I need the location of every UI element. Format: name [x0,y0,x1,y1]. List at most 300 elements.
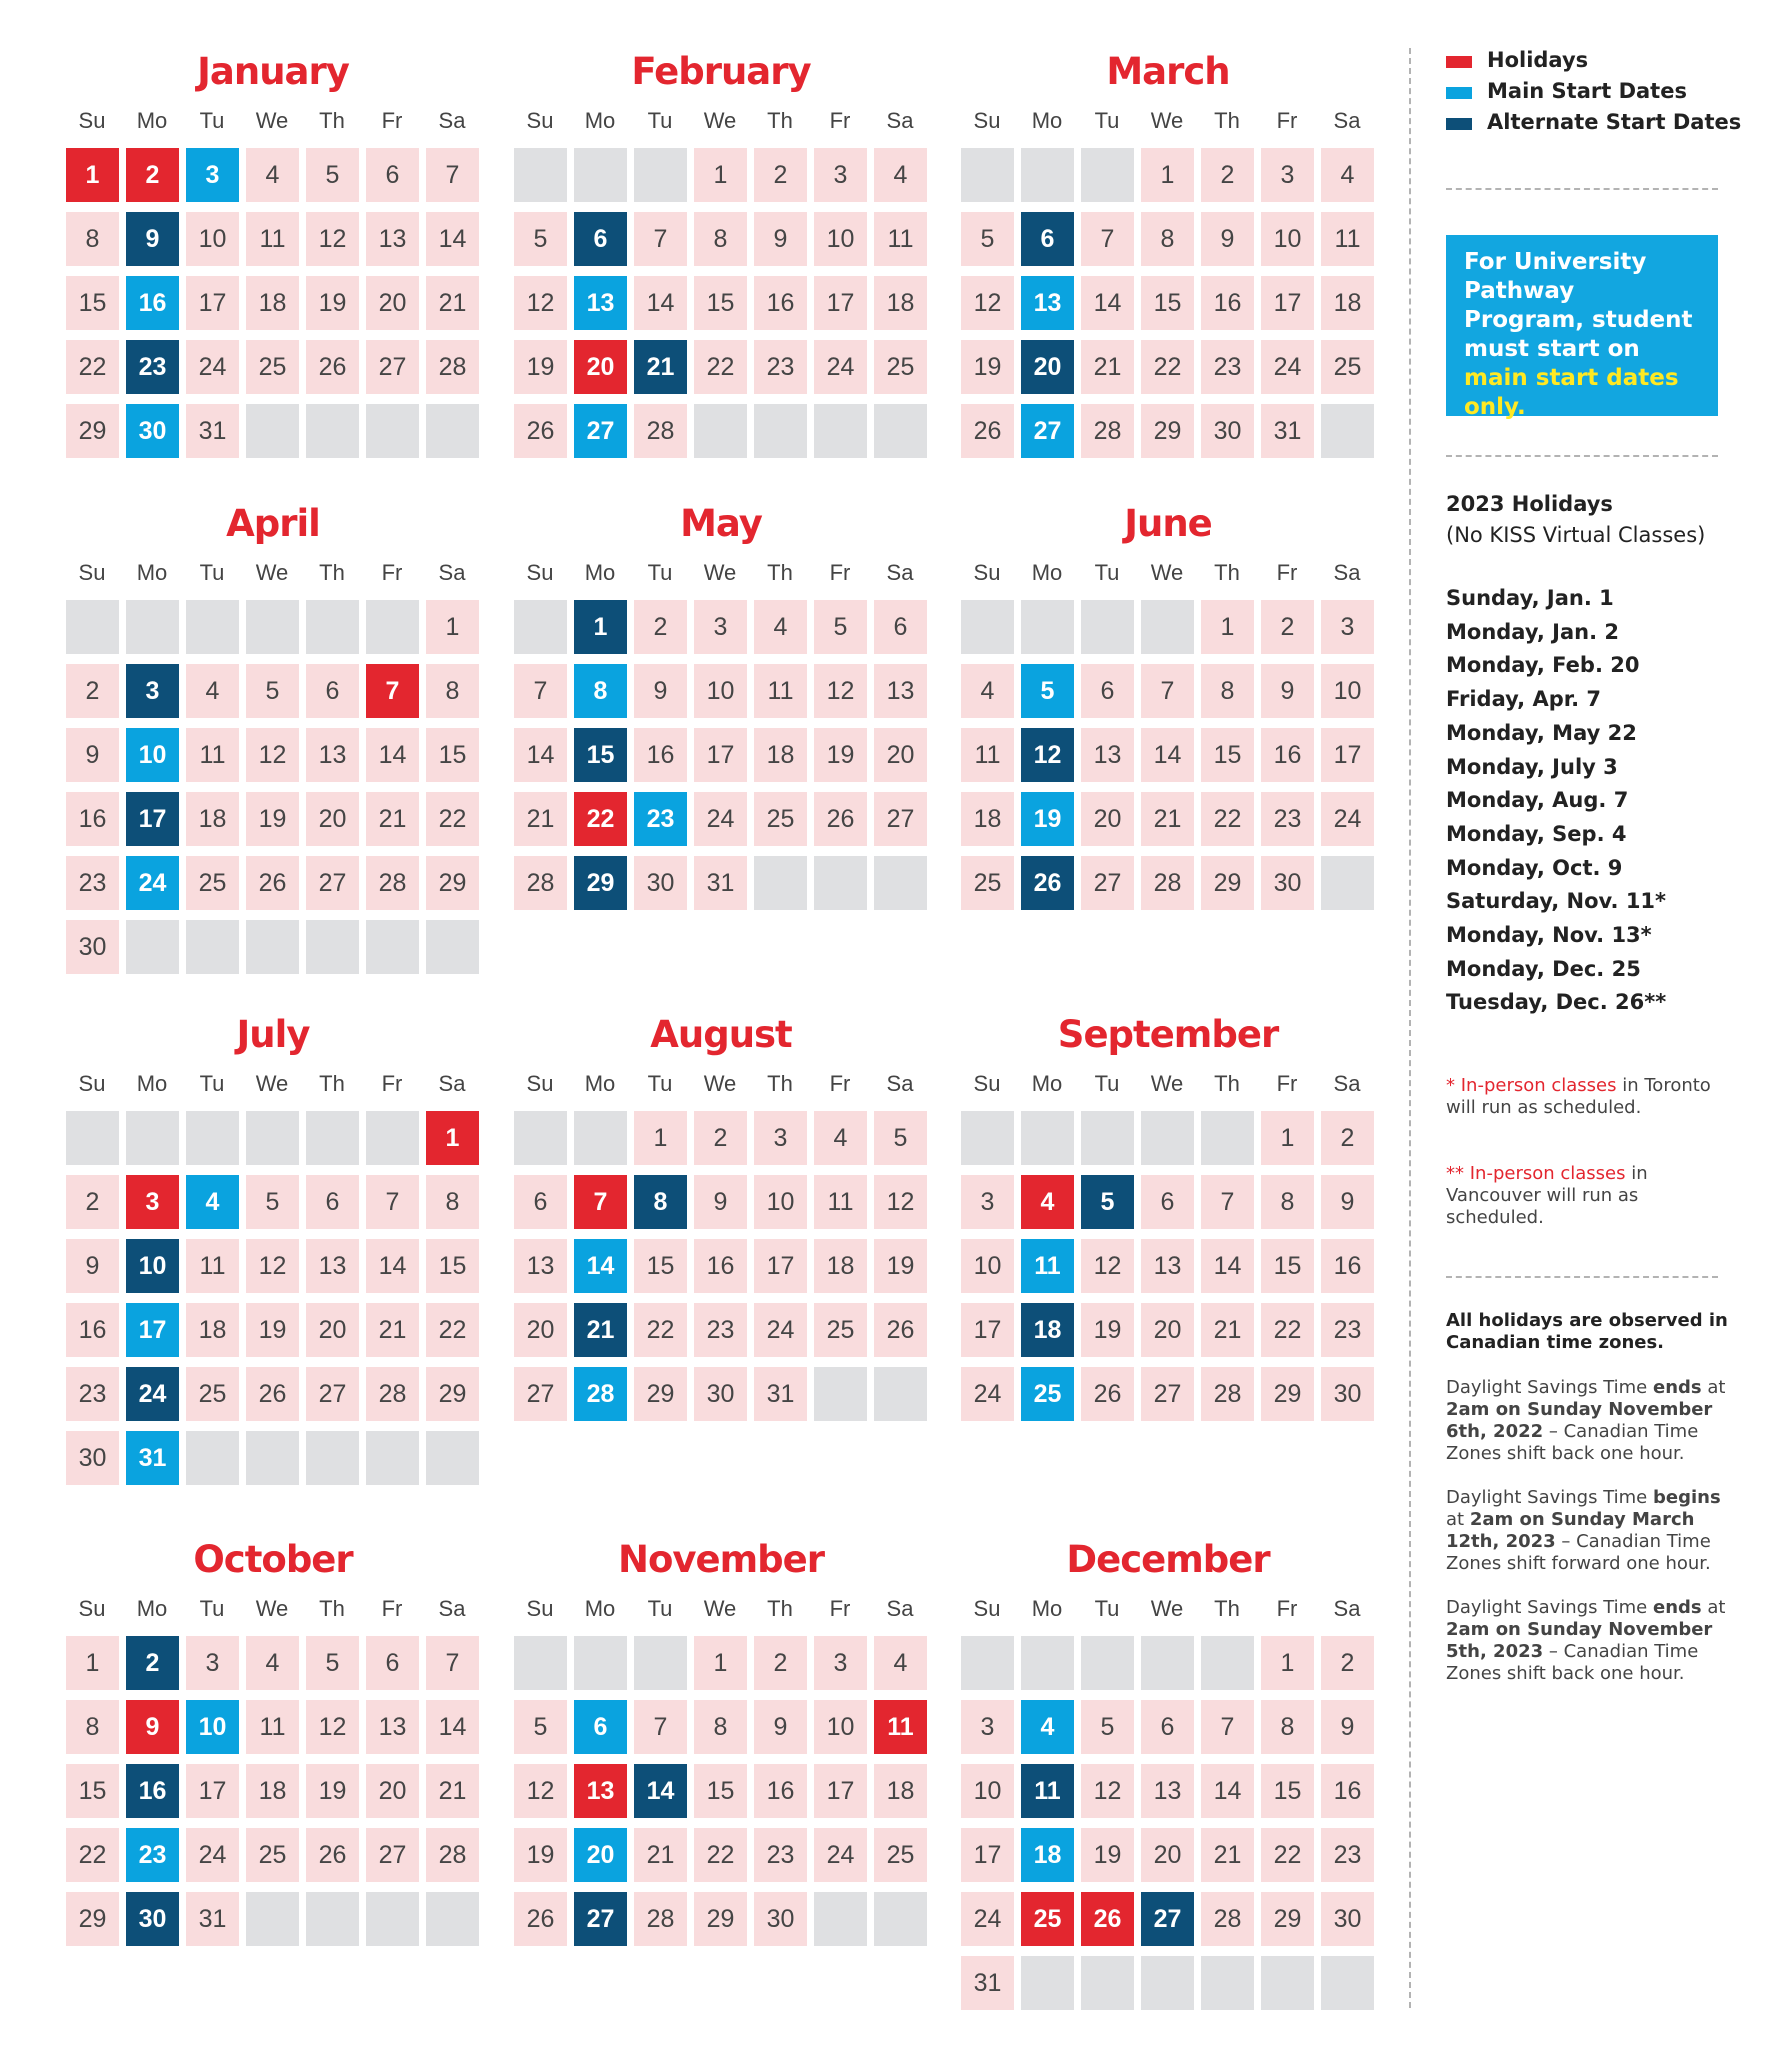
day-cell: 16 [66,792,119,846]
holiday-item: Sunday, Jan. 1 [1446,586,1614,610]
day-cell: 29 [66,1892,119,1946]
day-cell: 18 [246,276,299,330]
empty-cell [366,920,419,974]
day-cell: 3 [694,600,747,654]
day-cell: 24 [1261,340,1314,394]
dst-date: 2am on Sunday March 12th, 2023 [1446,1509,1695,1552]
day-cell-main-start: 28 [574,1367,627,1421]
day-cell: 25 [246,340,299,394]
day-cell: 12 [874,1175,927,1229]
day-cell-main-start: 4 [1021,1700,1074,1754]
day-cell: 11 [246,212,299,266]
weekday-label: Sa [1333,1596,1361,1621]
holidays-subtitle: (No KISS Virtual Classes) [1446,523,1706,547]
weekday-label: Su [973,1596,1001,1621]
day-cell: 7 [1081,212,1134,266]
empty-cell [574,1636,627,1690]
day-cell-alternate-start: 29 [574,856,627,910]
holiday-item: Monday, Oct. 9 [1446,855,1623,880]
day-cell: 27 [874,792,927,846]
weekday-label: Mo [1031,1071,1063,1096]
dst-note-1 [1446,1377,1736,1465]
weekday-label: Fr [1276,1071,1298,1096]
day-cell: 31 [186,404,239,458]
day-cell: 16 [1321,1239,1374,1293]
day-cell: 30 [1321,1367,1374,1421]
day-cell-alternate-start: 5 [1081,1175,1134,1229]
day-cell: 7 [1201,1175,1254,1229]
day-cell-main-start: 19 [1021,792,1074,846]
month-title: October [193,1538,353,1581]
day-cell: 16 [754,276,807,330]
day-cell: 2 [1321,1111,1374,1165]
day-cell: 10 [186,212,239,266]
day-cell: 27 [1081,856,1134,910]
empty-cell [246,920,299,974]
weekday-label: Th [1214,1071,1240,1096]
day-cell: 8 [1201,664,1254,718]
day-cell: 28 [366,856,419,910]
weekday-label: Tu [1094,560,1120,585]
weekday-label: Fr [381,1596,403,1621]
weekday-label: Tu [1094,108,1120,133]
empty-cell [514,1111,567,1165]
dst-note-3 [1446,1597,1736,1685]
month-title: April [226,502,320,545]
day-cell: 19 [246,792,299,846]
day-cell: 28 [426,340,479,394]
day-cell: 11 [814,1175,867,1229]
day-cell: 4 [874,148,927,202]
weekday-label: Mo [1031,108,1063,133]
day-cell: 12 [246,1239,299,1293]
day-cell: 21 [366,1303,419,1357]
footnote-red: In-person classes [1469,1163,1626,1184]
day-cell-main-start: 27 [1021,404,1074,458]
empty-cell [366,1111,419,1165]
day-cell: 30 [754,1892,807,1946]
footnote-red: In-person classes [1460,1075,1617,1096]
day-cell-alternate-start: 6 [574,212,627,266]
day-cell-main-start: 5 [1021,664,1074,718]
empty-cell [1021,600,1074,654]
weekday-label: Fr [381,108,403,133]
day-cell: 25 [754,792,807,846]
day-cell: 26 [1081,1367,1134,1421]
day-cell: 13 [514,1239,567,1293]
weekday-label: Fr [1276,1596,1298,1621]
day-cell: 14 [514,728,567,782]
day-cell: 23 [1321,1828,1374,1882]
day-cell: 29 [426,1367,479,1421]
day-cell: 25 [961,856,1014,910]
weekday-label: We [703,1596,737,1621]
day-cell: 26 [246,856,299,910]
day-cell: 11 [961,728,1014,782]
day-cell: 2 [754,148,807,202]
day-cell: 22 [66,1828,119,1882]
weekday-label: Tu [199,108,225,133]
day-cell: 3 [814,148,867,202]
dst-text: at [1701,1597,1726,1618]
day-cell: 10 [961,1764,1014,1818]
day-cell: 6 [514,1175,567,1229]
dst-note-2 [1446,1487,1736,1575]
empty-cell [1201,1636,1254,1690]
holiday-item: Monday, Jan. 2 [1446,619,1620,644]
empty-cell [306,404,359,458]
day-cell-main-start: 10 [186,1700,239,1754]
weekday-label: Su [526,108,554,133]
day-cell: 4 [1321,148,1374,202]
day-cell: 7 [426,1636,479,1690]
weekday-label: Th [1214,108,1240,133]
empty-cell [1081,1636,1134,1690]
weekday-label: We [255,560,289,585]
day-cell: 19 [874,1239,927,1293]
day-cell: 23 [66,856,119,910]
dst-keyword: ends [1652,1377,1702,1398]
weekday-label: Fr [829,108,851,133]
day-cell: 15 [694,276,747,330]
day-cell-main-start: 13 [1021,276,1074,330]
day-cell: 8 [1261,1700,1314,1754]
day-cell: 16 [1261,728,1314,782]
empty-cell [874,1367,927,1421]
day-cell: 29 [1261,1892,1314,1946]
day-cell: 16 [66,1303,119,1357]
empty-cell [754,404,807,458]
day-cell: 9 [754,212,807,266]
day-cell: 10 [814,1700,867,1754]
empty-cell [1321,404,1374,458]
day-cell: 8 [1261,1175,1314,1229]
weekday-label: Tu [1094,1596,1120,1621]
day-cell: 11 [186,728,239,782]
weekday-label: Th [767,1071,793,1096]
day-cell: 11 [874,212,927,266]
weekday-label: Th [767,1596,793,1621]
day-cell: 13 [366,212,419,266]
day-cell-alternate-start: 26 [1021,856,1074,910]
day-cell: 21 [634,1828,687,1882]
day-cell: 8 [426,1175,479,1229]
empty-cell [1021,1956,1074,2010]
day-cell: 11 [754,664,807,718]
day-cell: 1 [694,1636,747,1690]
day-cell: 22 [694,340,747,394]
empty-cell [574,148,627,202]
day-cell: 22 [694,1828,747,1882]
month-title: December [1066,1538,1270,1581]
day-cell-main-start: 24 [126,856,179,910]
weekday-label: Mo [584,1596,616,1621]
empty-cell [126,1111,179,1165]
day-cell: 19 [306,276,359,330]
day-cell: 2 [1321,1636,1374,1690]
day-cell: 17 [754,1239,807,1293]
day-cell: 9 [754,1700,807,1754]
holiday-swatch [1446,56,1472,68]
day-cell: 18 [961,792,1014,846]
day-cell: 23 [754,1828,807,1882]
alternate-start-swatch [1446,118,1472,130]
day-cell: 11 [1321,212,1374,266]
empty-cell [1141,1636,1194,1690]
day-cell: 1 [66,1636,119,1690]
empty-cell [246,600,299,654]
day-cell: 22 [66,340,119,394]
day-cell: 1 [1261,1111,1314,1165]
day-cell: 25 [1321,340,1374,394]
day-cell: 3 [961,1700,1014,1754]
day-cell: 17 [961,1828,1014,1882]
empty-cell [1021,1111,1074,1165]
day-cell-alternate-start: 10 [126,1239,179,1293]
day-cell: 7 [634,1700,687,1754]
day-cell-main-start: 10 [126,728,179,782]
day-cell: 1 [694,148,747,202]
weekday-label: Sa [1333,1071,1361,1096]
day-cell: 30 [66,920,119,974]
day-cell: 27 [306,856,359,910]
day-cell: 18 [874,1764,927,1818]
day-cell-alternate-start: 23 [126,340,179,394]
day-cell-main-start: 8 [574,664,627,718]
day-cell: 23 [66,1367,119,1421]
day-cell: 24 [961,1367,1014,1421]
footnote-mark: * [1446,1075,1461,1096]
day-cell: 23 [754,340,807,394]
day-cell: 31 [961,1956,1014,2010]
day-cell: 18 [874,276,927,330]
day-cell-alternate-start: 21 [634,340,687,394]
weekday-label: Sa [438,108,466,133]
day-cell: 29 [66,404,119,458]
day-cell: 20 [306,1303,359,1357]
weekday-label: Tu [647,560,673,585]
day-cell-main-start: 4 [186,1175,239,1229]
empty-cell [426,1431,479,1485]
empty-cell [186,1111,239,1165]
day-cell: 14 [366,1239,419,1293]
day-cell: 31 [186,1892,239,1946]
day-cell: 30 [634,856,687,910]
day-cell: 12 [961,276,1014,330]
day-cell: 24 [814,1828,867,1882]
day-cell: 17 [186,1764,239,1818]
pathway-note-highlight: main start dates only. [1464,365,1679,420]
dst-keyword: ends [1652,1597,1702,1618]
day-cell: 12 [814,664,867,718]
empty-cell [1201,1111,1254,1165]
day-cell: 14 [1081,276,1134,330]
day-cell: 28 [634,1892,687,1946]
day-cell: 5 [874,1111,927,1165]
day-cell-main-start: 20 [574,1828,627,1882]
weekday-label: Mo [136,1071,168,1096]
dst-text: – Canadian Time Zones shift forward one hour. [1446,1531,1711,1574]
empty-cell [814,404,867,458]
weekday-label: Fr [829,560,851,585]
day-cell: 20 [874,728,927,782]
empty-cell [426,404,479,458]
legend-alternate-label: Alternate Start Dates [1487,110,1742,134]
day-cell-main-start: 18 [1021,1828,1074,1882]
weekday-label: Fr [829,1596,851,1621]
day-cell-alternate-start: 16 [126,1764,179,1818]
day-cell: 16 [694,1239,747,1293]
day-cell: 1 [1201,600,1254,654]
day-cell: 10 [1261,212,1314,266]
day-cell: 12 [306,1700,359,1754]
day-cell: 15 [1261,1239,1314,1293]
day-cell: 8 [694,212,747,266]
day-cell: 28 [1201,1892,1254,1946]
weekday-label: Sa [886,560,914,585]
day-cell: 15 [1261,1764,1314,1818]
weekday-label: Sa [438,1071,466,1096]
day-cell: 28 [634,404,687,458]
day-cell-alternate-start: 30 [126,1892,179,1946]
weekday-label: Sa [886,108,914,133]
empty-cell [874,856,927,910]
day-cell: 19 [961,340,1014,394]
weekday-label: Su [973,560,1001,585]
day-cell: 24 [754,1303,807,1357]
weekday-label: We [1150,1071,1184,1096]
day-cell: 8 [66,1700,119,1754]
empty-cell [1081,148,1134,202]
day-cell: 14 [1201,1239,1254,1293]
day-cell: 30 [1201,404,1254,458]
day-cell: 26 [814,792,867,846]
day-cell: 2 [66,664,119,718]
day-cell: 7 [426,148,479,202]
day-cell: 13 [874,664,927,718]
holiday-item: Friday, Apr. 7 [1446,687,1602,712]
day-cell-main-start: 13 [574,276,627,330]
empty-cell [66,600,119,654]
dst-text: Daylight Savings Time [1446,1377,1653,1398]
day-cell: 28 [514,856,567,910]
weekday-label: Th [319,108,345,133]
day-cell: 18 [754,728,807,782]
dst-keyword: begins [1652,1487,1721,1508]
day-cell: 10 [961,1239,1014,1293]
day-cell: 7 [634,212,687,266]
day-cell: 15 [426,728,479,782]
day-cell: 27 [1141,1367,1194,1421]
day-cell: 6 [306,664,359,718]
month-title: August [650,1013,792,1056]
empty-cell [426,1892,479,1946]
day-cell: 16 [634,728,687,782]
empty-cell [634,148,687,202]
day-cell-alternate-start: 2 [126,1636,179,1690]
day-cell: 29 [694,1892,747,1946]
day-cell: 31 [754,1367,807,1421]
empty-cell [186,920,239,974]
day-cell: 24 [814,340,867,394]
empty-cell [514,148,567,202]
empty-cell [814,1367,867,1421]
day-cell: 31 [694,856,747,910]
day-cell-holiday: 3 [126,1175,179,1229]
weekday-label: Mo [1031,560,1063,585]
day-cell: 27 [366,340,419,394]
day-cell: 16 [1201,276,1254,330]
empty-cell [66,1111,119,1165]
day-cell: 13 [366,1700,419,1754]
holiday-item: Saturday, Nov. 11* [1446,889,1667,914]
day-cell: 14 [426,1700,479,1754]
day-cell: 26 [874,1303,927,1357]
day-cell: 20 [1081,792,1134,846]
day-cell-alternate-start: 21 [574,1303,627,1357]
weekday-label: Mo [136,108,168,133]
empty-cell [574,1111,627,1165]
day-cell: 28 [1081,404,1134,458]
day-cell: 5 [1081,1700,1134,1754]
holiday-item: Monday, Feb. 20 [1446,653,1640,678]
day-cell: 7 [1201,1700,1254,1754]
empty-cell [1321,856,1374,910]
day-cell: 19 [514,340,567,394]
day-cell-main-start: 6 [574,1700,627,1754]
day-cell: 14 [366,728,419,782]
day-cell-main-start: 11 [1021,1239,1074,1293]
weekday-label: Mo [584,108,616,133]
day-cell: 7 [514,664,567,718]
weekday-label: Tu [647,108,673,133]
day-cell: 29 [634,1367,687,1421]
empty-cell [366,600,419,654]
day-cell: 23 [1261,792,1314,846]
day-cell: 3 [1321,600,1374,654]
weekday-label: Tu [199,1071,225,1096]
day-cell: 17 [814,276,867,330]
pathway-note-text: For University Pathway Program, student must start on [1464,249,1693,362]
day-cell-main-start: 31 [126,1431,179,1485]
empty-cell [634,1636,687,1690]
legend-main-label: Main Start Dates [1487,79,1687,103]
weekday-label: Th [767,560,793,585]
day-cell: 8 [426,664,479,718]
day-cell: 25 [814,1303,867,1357]
empty-cell [306,1892,359,1946]
day-cell: 17 [1261,276,1314,330]
day-cell-main-start: 14 [574,1239,627,1293]
day-cell: 16 [1321,1764,1374,1818]
day-cell: 19 [306,1764,359,1818]
day-cell-alternate-start: 9 [126,212,179,266]
day-cell: 3 [1261,148,1314,202]
day-cell-main-start: 27 [574,404,627,458]
day-cell: 9 [694,1175,747,1229]
weekday-label: We [703,1071,737,1096]
empty-cell [1081,1956,1134,2010]
day-cell: 22 [634,1303,687,1357]
day-cell: 12 [514,276,567,330]
holiday-item: Monday, Sep. 4 [1446,821,1627,846]
empty-cell [874,1892,927,1946]
weekday-label: Su [526,560,554,585]
weekday-label: Fr [381,560,403,585]
day-cell: 17 [1321,728,1374,782]
weekday-label: Tu [647,1596,673,1621]
day-cell: 24 [186,340,239,394]
